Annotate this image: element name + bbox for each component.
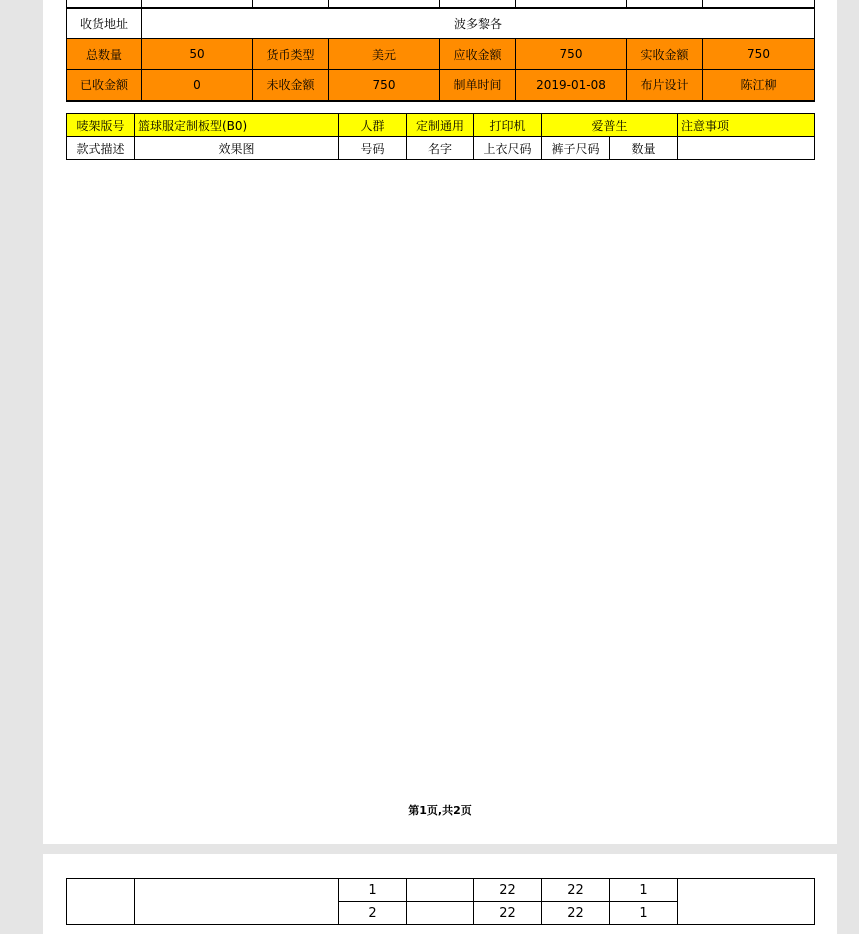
- order-summary-table: [66, 0, 815, 102]
- col-top-size: 上衣尺码: [474, 137, 542, 160]
- number-cell: 2: [339, 902, 407, 925]
- page-number: 第1页,共2页: [408, 804, 472, 817]
- col-qty: 数量: [610, 137, 678, 160]
- spec-table: [66, 113, 815, 160]
- pants-size-cell: 22: [542, 879, 610, 902]
- col-preview: 效果图: [135, 137, 339, 160]
- receivable-label: 应收金额: [440, 39, 516, 70]
- col-blank: [678, 137, 815, 160]
- top-size-cell: 22: [474, 902, 542, 925]
- designer-label: 布片设计: [627, 70, 703, 101]
- total-qty-value: 50: [142, 39, 253, 70]
- page-2: [43, 854, 837, 934]
- col-style-desc: 款式描述: [67, 137, 135, 160]
- actual-label: 实收金额: [627, 39, 703, 70]
- unreceived-label: 未收金额: [253, 70, 329, 101]
- address-label: 收货地址: [67, 8, 142, 39]
- status-row: [67, 70, 815, 101]
- page-1: [43, 0, 837, 844]
- created-label: 制单时间: [440, 70, 516, 101]
- col-name: 名字: [407, 137, 474, 160]
- spec-columns-row: [67, 137, 815, 160]
- cut-off-row: [67, 0, 815, 8]
- pants-size-cell: 22: [542, 902, 610, 925]
- received-value: 0: [142, 70, 253, 101]
- col-pants-size: 裤子尺码: [542, 137, 610, 160]
- col-number: 号码: [339, 137, 407, 160]
- total-qty-label: 总数量: [67, 39, 142, 70]
- style-desc-cell: [67, 879, 135, 925]
- qty-cell: 1: [610, 902, 678, 925]
- created-value: 2019-01-08: [516, 70, 627, 101]
- printer-label: 打印机: [474, 114, 542, 137]
- currency-value: 美元: [329, 39, 440, 70]
- actual-value: 750: [703, 39, 815, 70]
- rack-label: 唛架版号: [67, 114, 135, 137]
- table-row: [67, 879, 815, 902]
- qty-cell: 1: [610, 879, 678, 902]
- unreceived-value: 750: [329, 70, 440, 101]
- notes-cell: [678, 879, 815, 925]
- received-label: 已收金额: [67, 70, 142, 101]
- designer-value: 陈江柳: [703, 70, 815, 101]
- preview-cell: [135, 879, 339, 925]
- address-value: 波多黎各: [142, 8, 815, 39]
- name-cell: [407, 902, 474, 925]
- spec-header-row: [67, 114, 815, 137]
- currency-label: 货币类型: [253, 39, 329, 70]
- address-row: [67, 8, 815, 39]
- player-rows-table: [66, 878, 815, 925]
- number-cell: 1: [339, 879, 407, 902]
- printer-value: 爱普生: [542, 114, 678, 137]
- top-size-cell: 22: [474, 879, 542, 902]
- group-label: 人群: [339, 114, 407, 137]
- receivable-value: 750: [516, 39, 627, 70]
- custom-label: 定制通用: [407, 114, 474, 137]
- amount-row: [67, 39, 815, 70]
- notes-label: 注意事项: [678, 114, 815, 137]
- name-cell: [407, 879, 474, 902]
- rack-value: 篮球服定制板型(B0): [135, 114, 339, 137]
